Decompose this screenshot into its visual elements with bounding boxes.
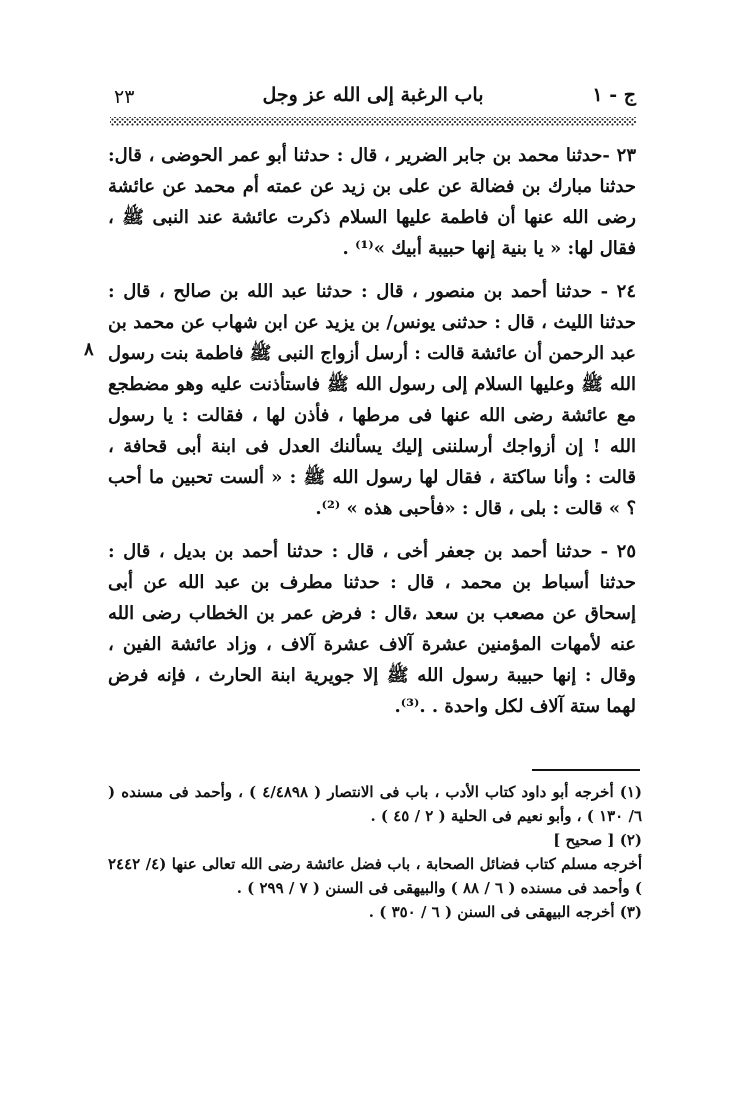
footnote-2-text: أخرجه مسلم كتاب فضائل الصحابة ، باب فضل عائشة رضى الله تعالى عنها (٤/ ٢٤٤٢ ) وأحمد فى مسنده ( ٦ / ٨٨ ) والبيهقى فى السنن ( ٧ / ٢٩٩ ) . <box>108 855 642 897</box>
hadith-25: ٢٥ - حدثنا أحمد بن جعفر أخى ، قال : حدثنا أحمد بن بديل ، قال : حدثنا أسباط بن محمد ، قال : حدثنا مطرف بن عبد الله عن أبى إسحاق عن مصعب بن سعد ،قال : فرض عمر بن الخطاب رضى الله عنه لأمهات المؤمنين عشرة آلاف عشرة آلاف ، وزاد عائشة الفين ، وقال : إنها حبيبة رسول الله ﷺ إلا جويرية ابنة الحارث ، فإنه فرض لهما ستة آلاف لكل واحدة . .⁽³⁾. <box>108 541 636 717</box>
hadith-24: ٢٤ - حدثنا أحمد بن منصور ، قال : حدثنا عبد الله بن صالح ، قال : حدثنا الليث ، قال : حدثنى يونس/ بن يزيد عن ابن شهاب عن محمد بن عبد الرحمن أن عائشة قالت : أرسل أزواج النبى ﷺ فاطمة بنت رسول الله ﷺ وعليها السلام إلى رسول الله ﷺ فاستأذنت عليه وهو مضطجع مع عائشة رضى الله عنها فى مرطها ، فأذن لها ، فقالت : يا رسول الله ! إن أزواجك أرسلننى إليك يسألنك العدل فى ابنة أبى قحافة ، قالت : وأنا ساكتة ، فقال لها رسول الله ﷺ : « ألست تحبين ما أحب ؟ » قالت : بلى ، قال : «فأحبى هذه » ⁽²⁾. <box>108 281 636 519</box>
footnote-divider <box>532 769 640 771</box>
footnote-2-label: (٢) [ صحيح ] <box>553 831 642 849</box>
page-header <box>110 84 636 114</box>
header-ornamental-rule <box>110 117 636 126</box>
main-text <box>108 140 636 722</box>
page-number: ٢٣ <box>114 86 135 108</box>
chapter-label: ج - ١ <box>592 84 636 106</box>
footnotes <box>108 780 642 924</box>
footnote-3: (٣) أخرجه البيهقى فى السنن ( ٦ / ٣٥٠ ) . <box>368 903 642 921</box>
chapter-title: باب الرغبة إلى الله عز وجل <box>262 84 484 106</box>
footnote-1: (١) أخرجه أبو داود كتاب الأدب ، باب فى الانتصار ( ٤/٤٨٩٨ ) ، وأحمد فى مسنده ( ٦/ ١٣٠ ) ، وأبو نعيم فى الحلية ( ٢ / ٤٥ ) . <box>108 783 642 825</box>
hadith-23: ٢٣ -حدثنا محمد بن جابر الضرير ، قال : حدثنا أبو عمر الحوضى ، قال: حدثنا مبارك بن فضالة عن على بن زيد عن عمته أم محمد عن عائشة رضى الله عنها أن فاطمة عليها السلام ذكرت عائشة عند النبى ﷺ ، فقال لها: « يا بنية إنها حبيبة أبيك »⁽¹⁾ . <box>108 145 636 259</box>
margin-line-marker: ٨ <box>84 339 94 360</box>
